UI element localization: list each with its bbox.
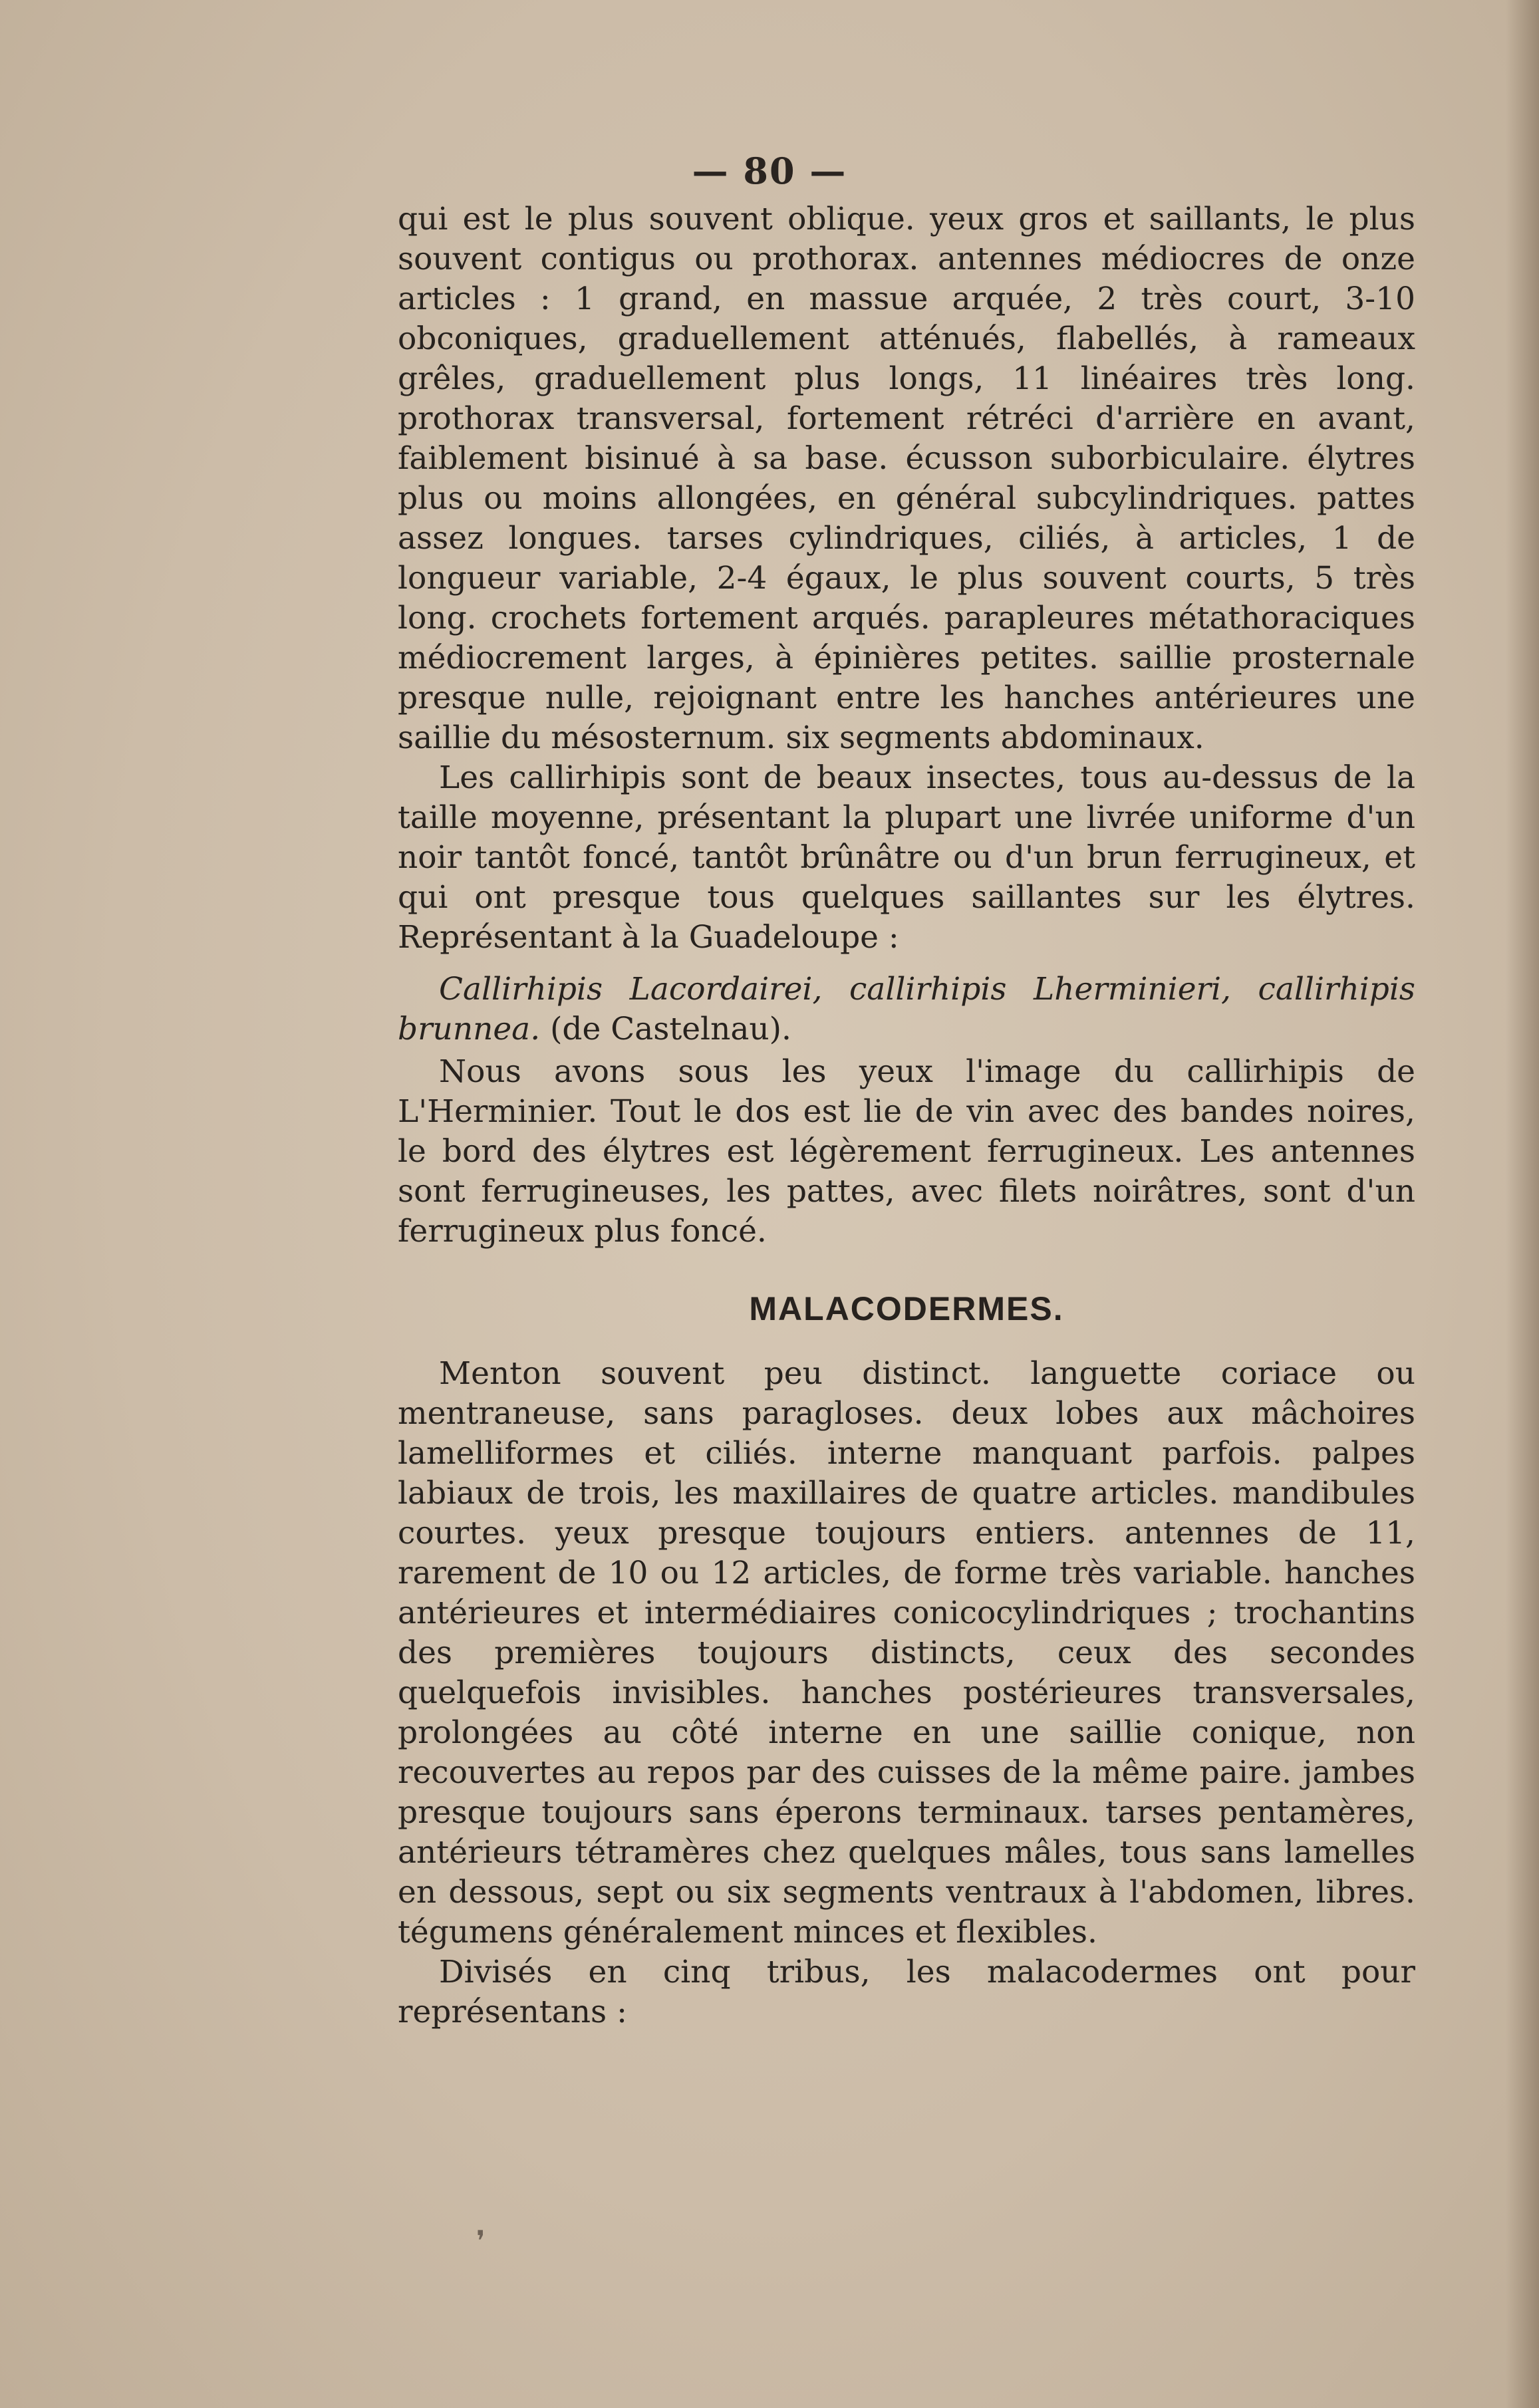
species-list	[398, 970, 1415, 1049]
paragraph-lherminier-image: Nous avons sous les yeux l'image du callirhipis de L'Herminier. Tout le dos est lie de vin avec des bandes noires, le bord des élytres est légèrement ferrugineux. Les antennes sont ferrugineuses, les pattes, avec filets noirâtres, sont d'un ferrugineux plus foncé.	[398, 1053, 1415, 1250]
body-text	[398, 200, 1415, 2032]
species-author: (de Castelnau).	[540, 1011, 791, 1047]
species-names: Callirhipis Lacordairei, callirhipis Lherminieri, callirhipis brunnea.	[398, 971, 1415, 1047]
paragraph-callirhipis-description: qui est le plus souvent oblique. yeux gros et saillants, le plus souvent contigus ou prothorax. antennes médiocres de onze articles : 1 grand, en massue arquée, 2 très court, 3-10 obconiques, graduellement atténués, flabellés, à rameaux grêles, graduellement plus longs, 11 linéaires très long. prothorax transversal, fortement rétréci d'arrière en avant, faiblement bisinué à sa base. écusson suborbiculaire. élytres plus ou moins allongées, en général subcylindriques. pattes assez longues. tarses cylindriques, ciliés, à articles, 1 de longueur variable, 2-4 égaux, le plus souvent courts, 5 très long. crochets fortement arqués. parapleures métathoraciques médiocrement larges, à épinières petites. saillie prosternale presque nulle, rejoignant entre les hanches antérieures une saillie du mésosternum. six segments abdominaux.	[398, 201, 1415, 756]
page-edge-shadow	[1506, 0, 1539, 2408]
paragraph-malacodermes-tribes: Divisés en cinq tribus, les malacodermes ont pour représentans :	[398, 1954, 1415, 2030]
paragraph-callirhipis-overview: Les callirhipis sont de beaux insectes, tous au-dessus de la taille moyenne, présentant la plupart une livrée uniforme d'un noir tantôt foncé, tantôt brûnâtre ou d'un brun ferrugineux, et qui ont presque tous quelques saillantes sur les élytres. Représentant à la Guadeloupe :	[398, 759, 1415, 956]
paragraph-malacodermes-description: Menton souvent peu distinct. languette coriace ou mentraneuse, sans paragloses. deux lobes aux mâchoires lamelliformes et ciliés. interne manquant parfois. palpes labiaux de trois, les maxillaires de quatre articles. mandibules courtes. yeux presque toujours entiers. antennes de 11, rarement de 10 ou 12 articles, de forme très variable. hanches antérieures et intermédiaires conicocylindriques ; trochantins des premières toujours distincts, ceux des secondes quelquefois invisibles. hanches postérieures transversales, prolongées au côté interne en une saillie conique, non recouvertes au repos par des cuisses de la même paire. jambes presque toujours sans éperons terminaux. tarses pentamères, antérieurs tétramères chez quelques mâles, tous sans lamelles en dessous, sept ou six segments ventraux à l'abdomen, libres. tégumens généralement minces et flexibles.	[398, 1355, 1415, 1950]
page-number: — 80 —	[692, 150, 847, 192]
section-heading-malacodermes: MALACODERMES.	[749, 1290, 1064, 1327]
stray-ink-mark: ❜	[476, 2224, 486, 2257]
